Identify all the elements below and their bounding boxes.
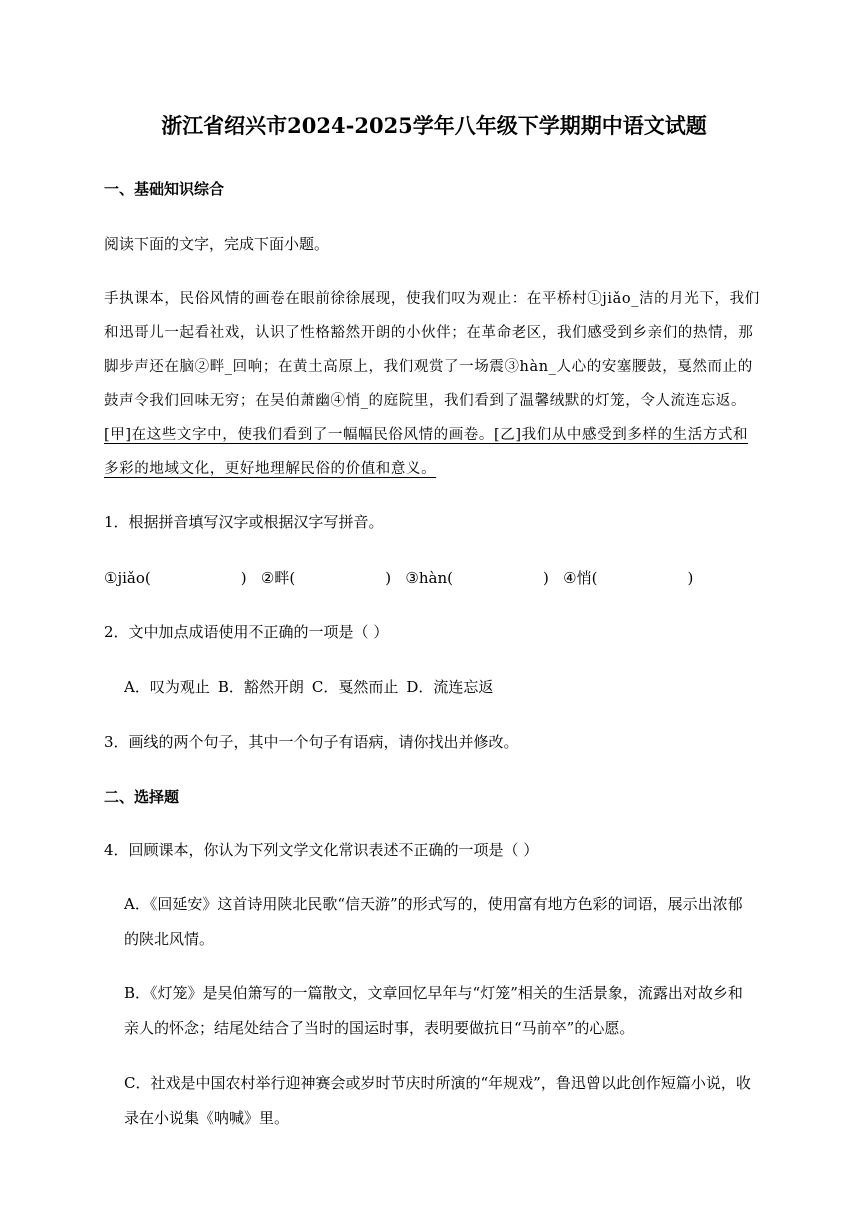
underlined-sentence-yi: [乙]我们从中感受到多样的生活方式和 (494, 427, 749, 443)
passage-line-2: 和迅哥儿一起看社戏，认识了性格豁然开朗的小伙伴；在革命老区，我们感受到乡亲们的热情，那 (104, 325, 754, 341)
passage-line-1: 手执课本，民俗风情的画卷在眼前徐徐展现，使我们叹为观止：在平桥村①jiǎo_洁的月光下，我们 (104, 291, 760, 307)
question-4-option-a-line-1: A．《回延安》这首诗用陕北民歌“信天游”的形式写的，使用富有地方色彩的词语，展示出浓郁 (124, 895, 743, 913)
question-4-stem: 4．回顾课本，你认为下列文学文化常识表述不正确的一项是（ ） (104, 841, 539, 859)
question-1-stem: 1．根据拼音填写汉字或根据汉字写拼音。 (104, 513, 384, 531)
section-heading-2: 二、选择题 (104, 788, 180, 806)
question-1-blanks (104, 567, 693, 588)
blank-2-close: ) (385, 569, 392, 587)
option-b[interactable]: B．豁然开朗 (217, 678, 304, 696)
question-3-stem: 3．画线的两个句子，其中一个句子有语病，请你找出并修改。 (104, 733, 519, 751)
reading-instruction: 阅读下面的文字，完成下面小题。 (104, 235, 330, 253)
passage-line-6 (104, 457, 436, 478)
underlined-sentence-jia: [甲]在这些文字中，使我们看到了一幅幅民俗风情的画卷。 (104, 427, 495, 443)
question-2-options (124, 676, 501, 697)
option-a[interactable]: A．叹为观止 (124, 678, 210, 696)
passage-line-5 (104, 423, 748, 444)
question-4-option-c-line-2: 录在小说集《呐喊》里。 (124, 1109, 290, 1127)
passage-line-4: 鼓声令我们回味无穷；在吴伯萧幽④悄_的庭院里，我们看到了温馨绒默的灯笼，令人流连忘返。 (104, 393, 747, 409)
page-title: 浙江省绍兴市2024-2025学年八年级下学期期中语文试题 (161, 113, 707, 138)
section-heading-1: 一、基础知识综合 (104, 180, 225, 198)
blank-1-label: ①jiǎo( (104, 569, 151, 587)
option-d[interactable]: D．流连忘返 (406, 678, 494, 696)
question-4-option-b-line-2: 亲人的怀念；结尾处结合了当时的国运时事，表明要做抗日“马前卒”的心愿。 (124, 1019, 635, 1037)
question-4-option-c-line-1: C．社戏是中国农村举行迎神赛会或岁时节庆时所演的“年规戏”，鲁迅曾以此创作短篇小说，收 (124, 1074, 751, 1092)
blank-4-close: ) (687, 569, 694, 587)
option-c[interactable]: C．戛然而止 (311, 678, 399, 696)
blank-4-label: ④悄( (563, 569, 598, 587)
passage-line-3: 脚步声还在脑②畔_回响；在黄土高原上，我们观赏了一场震③hàn_人心的安塞腰鼓，戛然而止的 (104, 359, 753, 375)
blank-3-close: ) (542, 569, 549, 587)
question-4-option-b-line-1: B．《灯笼》是吴伯箫写的一篇散文，文章回忆早年与“灯笼”相关的生活景象，流露出对故乡和 (124, 984, 743, 1002)
blank-1-close: ) (240, 569, 247, 587)
underlined-sentence-yi-cont: 多彩的地域文化，更好地理解民俗的价值和意义。 (104, 461, 437, 477)
question-2-stem: 2．文中加点成语使用不正确的一项是（ ） (104, 623, 389, 641)
blank-3-label: ③hàn( (405, 569, 453, 587)
question-4-option-a-line-2: 的陕北风情。 (124, 930, 215, 948)
blank-2-label: ②畔( (260, 569, 296, 587)
